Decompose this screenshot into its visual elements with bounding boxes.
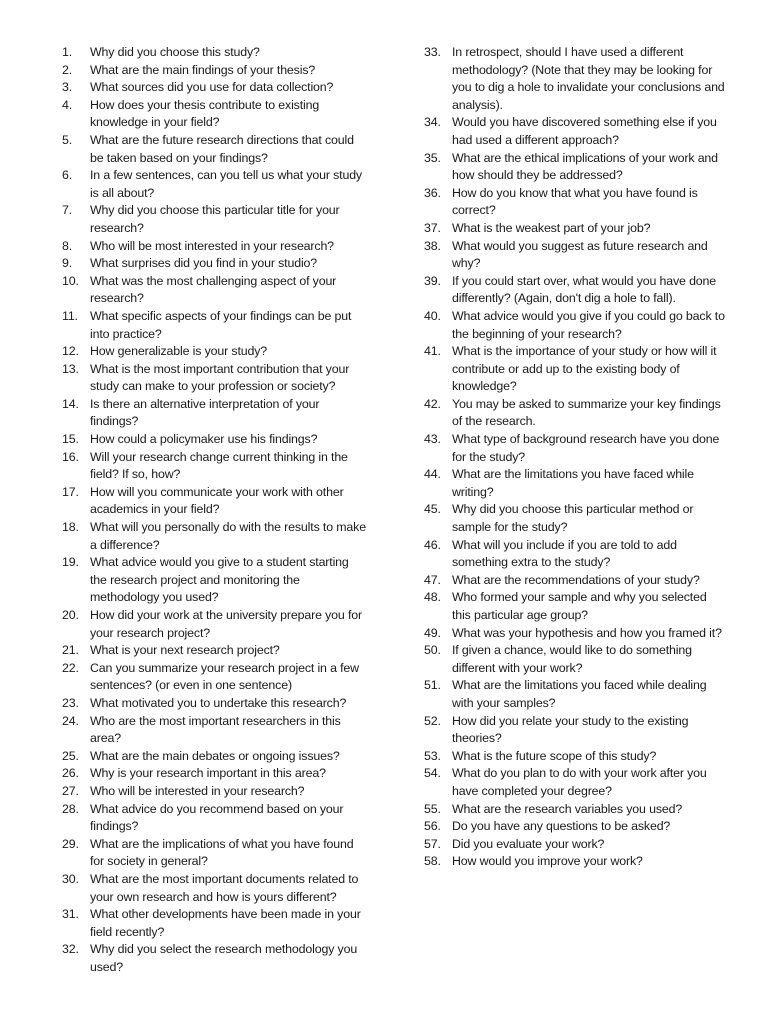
- question-item: [424, 220, 726, 238]
- question-item: [424, 589, 726, 624]
- question-item: [62, 871, 366, 906]
- question-text: Can you summarize your research project in a few sentences? (or even in one sentence): [90, 660, 359, 693]
- question-item: [62, 79, 366, 97]
- question-item: [424, 642, 726, 677]
- question-text: What type of background research have you done for the study?: [452, 432, 720, 464]
- question-item: [62, 431, 366, 449]
- question-number: 13.: [62, 361, 79, 376]
- question-item: [424, 114, 726, 149]
- question-number: 50.: [424, 643, 441, 658]
- question-text: Would you have discovered something else if you had used a different approach?: [452, 115, 717, 147]
- question-text: Why did you choose this study?: [90, 45, 260, 59]
- question-number: 49.: [424, 625, 441, 640]
- question-number: 23.: [62, 695, 79, 710]
- question-number: 28.: [62, 801, 79, 816]
- question-text: How did you relate your study to the existing theories?: [452, 713, 689, 746]
- question-number: 40.: [424, 308, 441, 323]
- question-text: Why did you select the research methodology you used?: [90, 942, 358, 974]
- question-text: Will your research change current thinking in the field? If so, how?: [90, 449, 348, 482]
- question-item: [62, 765, 366, 783]
- question-item: [62, 941, 366, 976]
- question-number: 6.: [62, 168, 73, 183]
- question-number: 2.: [62, 62, 73, 77]
- question-number: 52.: [424, 713, 441, 728]
- question-text: Who formed your sample and why you selected this particular age group?: [452, 590, 707, 622]
- question-number: 8.: [62, 238, 73, 253]
- question-item: [424, 836, 726, 854]
- question-item: [424, 238, 726, 273]
- question-number: 4.: [62, 97, 73, 112]
- question-item: [424, 572, 726, 590]
- question-text: What is the weakest part of your job?: [452, 220, 651, 235]
- question-item: [62, 97, 366, 132]
- question-number: 7.: [62, 203, 73, 218]
- question-text: Why did you choose this particular method or sample for the study?: [452, 502, 694, 535]
- question-number: 22.: [62, 660, 79, 675]
- question-number: 27.: [62, 783, 79, 798]
- question-number: 19.: [62, 555, 79, 570]
- question-number: 24.: [62, 713, 79, 728]
- question-text: What was the most challenging aspect of your research?: [90, 273, 337, 306]
- question-number: 30.: [62, 871, 79, 886]
- question-item: [62, 62, 366, 80]
- question-number: 55.: [424, 801, 441, 816]
- question-number: 37.: [424, 220, 441, 235]
- question-number: 53.: [424, 748, 441, 763]
- question-number: 35.: [424, 150, 441, 165]
- question-number: 14.: [62, 396, 79, 411]
- question-item: [62, 554, 366, 607]
- question-text: What is the future scope of this study?: [452, 748, 657, 763]
- question-item: [424, 343, 726, 396]
- question-number: 41.: [424, 344, 441, 359]
- question-item: [62, 343, 366, 361]
- question-number: 42.: [424, 396, 441, 411]
- question-text: What are the implications of what you have found for society in general?: [90, 836, 354, 869]
- question-text: What do you plan to do with your work after you have completed your degree?: [452, 766, 707, 798]
- question-item: [424, 537, 726, 572]
- question-number: 45.: [424, 502, 441, 517]
- question-item: [424, 818, 726, 836]
- question-number: 34.: [424, 115, 441, 130]
- question-number: 47.: [424, 572, 441, 587]
- question-text: What are the main findings of your thesis?: [90, 62, 316, 77]
- question-item: [424, 765, 726, 800]
- question-text: What surprises did you find in your studio?: [90, 256, 318, 271]
- question-number: 39.: [424, 273, 441, 288]
- question-text: What are the most important documents related to your own research and how is yours different?: [90, 871, 359, 904]
- question-number: 10.: [62, 273, 79, 288]
- questions-column-right: [424, 44, 726, 871]
- question-item: [62, 484, 366, 519]
- question-item: [62, 906, 366, 941]
- question-number: 33.: [424, 45, 441, 59]
- question-text: What advice would you give to a student starting the research project and monitoring the methodology you used?: [90, 555, 349, 605]
- question-text: What motivated you to undertake this research?: [90, 695, 347, 710]
- question-text: In retrospect, should I have used a different methodology? (Note that they may be looking for you to dig a hole to invalidate your conclusions and analysis).: [452, 45, 725, 112]
- question-text: If you could start over, what would you have done differently? (Again, don't dig a hole to fall).: [452, 273, 717, 306]
- question-number: 58.: [424, 854, 441, 869]
- question-text: Who are the most important researchers in this area?: [90, 713, 341, 746]
- question-text: What is your next research project?: [90, 643, 280, 658]
- question-text: How does your thesis contribute to existing knowledge in your field?: [90, 97, 320, 130]
- question-text: What was your hypothesis and how you framed it?: [452, 625, 722, 640]
- question-number: 1.: [62, 45, 73, 59]
- question-number: 9.: [62, 256, 73, 271]
- question-item: [62, 396, 366, 431]
- question-item: [62, 167, 366, 202]
- question-text: Who will be interested in your research?: [90, 783, 305, 798]
- question-number: 26.: [62, 766, 79, 781]
- question-text: What sources did you use for data collection?: [90, 80, 334, 95]
- question-item: [62, 748, 366, 766]
- question-text: Who will be most interested in your research?: [90, 238, 334, 253]
- question-number: 3.: [62, 80, 73, 95]
- question-text: What are the limitations you have faced while writing?: [452, 467, 694, 499]
- question-number: 51.: [424, 678, 441, 693]
- question-number: 36.: [424, 185, 441, 200]
- question-item: [62, 642, 366, 660]
- question-number: 32.: [62, 942, 79, 957]
- question-number: 21.: [62, 643, 79, 658]
- question-text: Why did you choose this particular title for your research?: [90, 203, 340, 235]
- question-number: 54.: [424, 766, 441, 781]
- question-item: [62, 449, 366, 484]
- question-text: What are the research variables you used?: [452, 801, 683, 816]
- question-number: 25.: [62, 748, 79, 763]
- question-number: 43.: [424, 432, 441, 447]
- question-text: How do you know that what you have found is correct?: [452, 185, 698, 218]
- question-number: 17.: [62, 484, 79, 499]
- question-number: 11.: [62, 308, 78, 323]
- question-number: 48.: [424, 590, 441, 605]
- question-text: What specific aspects of your findings can be put into practice?: [90, 308, 352, 341]
- question-number: 12.: [62, 344, 79, 359]
- question-text: Is there an alternative interpretation of your findings?: [90, 396, 320, 429]
- question-item: [424, 185, 726, 220]
- question-number: 5.: [62, 132, 73, 147]
- question-item: [62, 695, 366, 713]
- question-text: If given a chance, would like to do something different with your work?: [452, 643, 692, 675]
- question-item: [424, 44, 726, 114]
- question-text: In a few sentences, can you tell us what your study is all about?: [90, 168, 362, 200]
- question-text: What is the most important contribution that your study can make to your profession or society?: [90, 361, 350, 394]
- question-text: What advice do you recommend based on your findings?: [90, 801, 344, 834]
- question-text: How generalizable is your study?: [90, 344, 268, 359]
- question-text: What are the main debates or ongoing issues?: [90, 748, 340, 763]
- question-item: [424, 431, 726, 466]
- question-number: 15.: [62, 432, 79, 447]
- question-text: How would you improve your work?: [452, 854, 643, 869]
- question-item: [424, 501, 726, 536]
- question-item: [424, 625, 726, 643]
- question-item: [62, 519, 366, 554]
- question-text: What advice would you give if you could go back to the beginning of your research?: [452, 308, 725, 341]
- question-number: 57.: [424, 836, 441, 851]
- question-item: [424, 273, 726, 308]
- question-text: What will you include if you are told to add something extra to the study?: [452, 537, 677, 570]
- question-item: [62, 361, 366, 396]
- question-item: [424, 396, 726, 431]
- question-number: 16.: [62, 449, 79, 464]
- question-number: 46.: [424, 537, 441, 552]
- question-text: What are the recommendations of your study?: [452, 572, 700, 587]
- question-text: What are the limitations you faced while dealing with your samples?: [452, 678, 707, 710]
- question-item: [424, 308, 726, 343]
- question-number: 20.: [62, 608, 79, 622]
- question-number: 31.: [62, 907, 79, 922]
- question-text: How will you communicate your work with other academics in your field?: [90, 484, 344, 517]
- question-number: 18.: [62, 520, 79, 535]
- question-text: What are the future research directions that could be taken based on your findings?: [90, 132, 354, 165]
- question-number: 44.: [424, 467, 441, 482]
- question-number: 29.: [62, 836, 79, 851]
- question-item: [62, 238, 366, 256]
- question-number: 38.: [424, 238, 441, 253]
- question-text: What is the importance of your study or how will it contribute or add up to the existing body of knowledge?: [452, 344, 717, 394]
- question-item: [62, 801, 366, 836]
- question-item: [62, 783, 366, 801]
- question-item: [424, 853, 726, 871]
- question-item: [62, 607, 366, 642]
- question-text: How did your work at the university prepare you for your research project?: [90, 608, 362, 640]
- question-item: [62, 44, 366, 62]
- question-item: [62, 308, 366, 343]
- question-item: [62, 713, 366, 748]
- question-item: [62, 255, 366, 273]
- question-item: [424, 677, 726, 712]
- questions-column-left: [62, 44, 366, 976]
- question-item: [424, 801, 726, 819]
- question-text: Did you evaluate your work?: [452, 836, 605, 851]
- question-item: [424, 150, 726, 185]
- question-item: [424, 713, 726, 748]
- question-text: What are the ethical implications of your work and how should they be addressed?: [452, 150, 718, 183]
- question-item: [62, 132, 366, 167]
- question-text: You may be asked to summarize your key findings of the research.: [452, 396, 721, 429]
- question-item: [62, 273, 366, 308]
- question-text: Why is your research important in this area?: [90, 766, 326, 781]
- question-text: How could a policymaker use his findings?: [90, 432, 318, 447]
- question-text: What will you personally do with the results to make a difference?: [90, 520, 366, 552]
- question-item: [424, 466, 726, 501]
- question-item: [424, 748, 726, 766]
- question-number: 56.: [424, 819, 441, 834]
- question-text: Do you have any questions to be asked?: [452, 819, 671, 834]
- question-item: [62, 836, 366, 871]
- question-text: What would you suggest as future research and why?: [452, 238, 708, 271]
- question-item: [62, 660, 366, 695]
- question-item: [62, 202, 366, 237]
- question-text: What other developments have been made in your field recently?: [90, 907, 361, 939]
